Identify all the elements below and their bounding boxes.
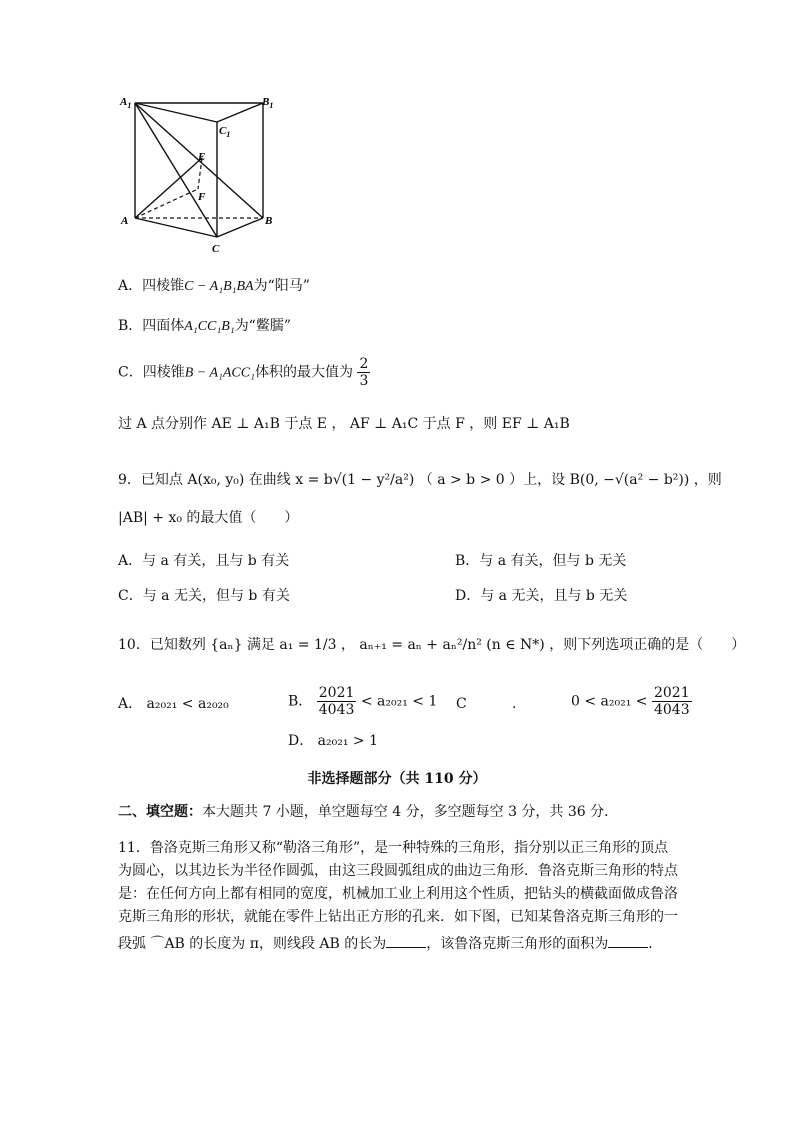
q9-stem-line2: |AB| + x₀ 的最大值（ ） [118,510,299,526]
q9-option-b: B．与 a 有关，但与 b 无关 [455,553,627,569]
q8-option-a: A．四棱锥C − A₁B₁BA为“阳马” [118,278,310,294]
q10-option-d: D． a₂₀₂₁ > 1 [288,733,379,749]
q8-option-c: C．四棱锥B − A₁ACC₁体积的最大值为 $\frac{2}{3}$ [118,356,369,389]
part2-header: 二、填空题：本大题共 7 小题，单空题每空 4 分，多空题每空 3 分，共 36 分． [118,804,619,820]
line-a1-c [135,103,217,237]
q11-line4: 克斯三角形的形状，就能在零件上钻出正方形的孔来．如下图，已知某鲁洛克斯三角形的一 [118,909,678,925]
hidden-line-a-f [135,189,198,218]
q10-stem: 10．已知数列 {aₙ} 满足 a₁ = 1/3 ， aₙ₊₁ = aₙ + aₙ²/n² (n ∈ N*) ，则下列选项正确的是（ ） [118,637,746,653]
q9-option-a: A．与 a 有关，且与 b 有关 [118,553,290,569]
fraction-2021-4043-c: $\frac{2021}{4043}$ [653,685,690,718]
label-a: A [121,215,129,227]
prism-figure [118,92,278,262]
fraction-two-thirds: $\frac{2}{3}$ [359,356,369,389]
section-header: 非选择题部分（共 110 分） [307,771,487,787]
edge-c1-b1 [217,103,263,122]
q11-line2: 为圆心，以其边长为半径作圆弧，由这三段圆弧组成的曲边三角形．鲁洛克斯三角形的特点 [118,863,678,879]
q10-option-c-letter: C [456,696,467,712]
q10-option-a: A． a₂₀₂₁ < a₂₀₂₀ [118,696,229,712]
label-c: C [212,243,220,255]
label-e: E [198,151,206,163]
edge-c-b [217,218,263,237]
q11-line5: 段弧 ⌒AB 的长度为 π，则线段 AB 的长为 ，该鲁洛克斯三角形的面积为 ． [118,933,662,954]
q10-option-c-expr: 0 < a₂₀₂₁ < $\frac{2021}{4043}$ [571,685,690,718]
label-b1: $B_1$ [262,96,274,110]
label-a1: $A_1$ [120,96,132,110]
answer-blank-1[interactable] [386,933,426,948]
label-c1: $C_1$ [219,125,231,139]
q11-line1: 11．鲁洛克斯三角形又称“勒洛三角形”，是一种特殊的三角形，指分别以正三角形的顶点 [118,840,669,856]
line-a-e [135,158,202,218]
answer-blank-2[interactable] [608,933,648,948]
q10-option-c-dot: . [512,696,517,712]
q9-option-d: D．与 a 无关，且与 b 无关 [455,588,628,604]
q8-option-d: 过 A 点分别作 AE ⊥ A₁B 于点 E ， AF ⊥ A₁C 于点 F ，则 EF ⊥ A₁B [118,416,570,432]
q11-line3: 是：在任何方向上都有相同的宽度，机械加工业上利用这个性质，把钻头的横截面做成鲁洛 [118,886,678,902]
q10-option-b: B． $\frac{2021}{4043}$ < a₂₀₂₁ < 1 [288,685,438,718]
edge-a-c [135,218,217,237]
edge-a1-c1 [135,103,217,122]
label-b: B [265,215,273,227]
q9-option-c: C．与 a 无关，但与 b 有关 [118,588,290,604]
label-f: F [198,191,206,203]
fraction-2021-4043: $\frac{2021}{4043}$ [318,685,355,718]
q9-stem-line1: 9．已知点 A(x₀, y₀) 在曲线 x = b√(1 − y²/a²) （ a > b > 0 ）上，设 B(0, −√(a² − b²)) ，则 [118,472,722,488]
q8-option-b: B．四面体A₁CC₁B₁为“鳖臑” [118,318,292,334]
